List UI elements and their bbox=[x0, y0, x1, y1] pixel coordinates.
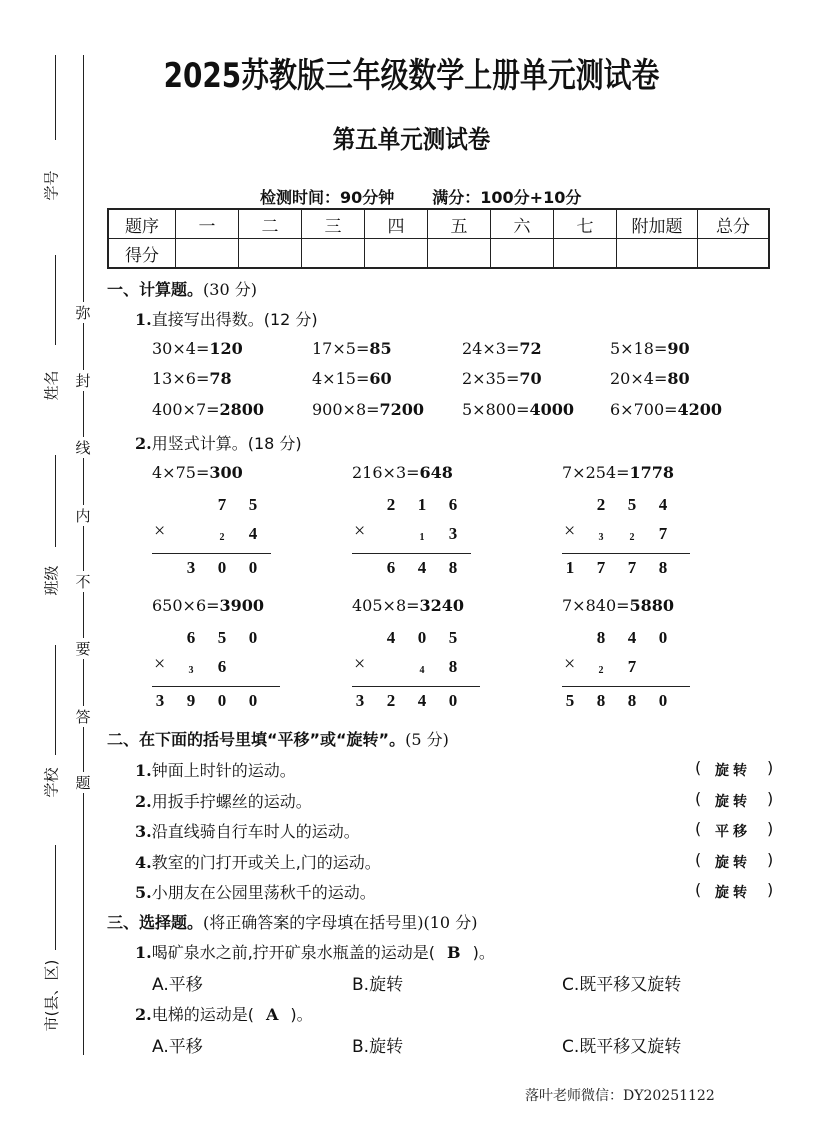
q2-heading bbox=[135, 431, 302, 454]
score-header-cell: 五 bbox=[428, 209, 491, 239]
left-paren: ( bbox=[695, 788, 702, 808]
fill-question bbox=[135, 850, 381, 873]
calc-answer: 90 bbox=[667, 339, 690, 358]
question-number: 1. bbox=[135, 943, 152, 962]
score-input-cell[interactable] bbox=[698, 239, 770, 269]
score-header-cell: 四 bbox=[365, 209, 428, 239]
score-header-cell: 题序 bbox=[108, 209, 176, 239]
seal-char: 封 bbox=[75, 372, 91, 390]
multiplicand-digit: 7 bbox=[217, 495, 227, 514]
score-header-cell: 六 bbox=[491, 209, 554, 239]
question-text: 钟面上时针的运动。 bbox=[151, 761, 296, 780]
vertical-calc-block bbox=[562, 495, 692, 590]
choice-option[interactable]: C.既平移又旋转 bbox=[562, 1037, 682, 1057]
multiplicand-digit: 5 bbox=[448, 628, 458, 647]
calc-expression: 24×3= bbox=[462, 339, 520, 358]
calc-expression: 5×800= bbox=[462, 400, 530, 419]
multiplicand-digit: 2 bbox=[386, 495, 396, 514]
calc-answer: 648 bbox=[419, 463, 453, 482]
choice-question bbox=[135, 940, 495, 963]
product-digit: 3 bbox=[355, 691, 365, 710]
calc-expression: 2×35= bbox=[462, 369, 520, 388]
underline bbox=[562, 553, 690, 554]
score-input-cell[interactable] bbox=[554, 239, 617, 269]
calc-expression: 30×4= bbox=[152, 339, 210, 358]
section3-heading bbox=[107, 910, 477, 933]
times-sign: × bbox=[564, 520, 576, 542]
times-sign: × bbox=[564, 653, 576, 675]
page-subtitle: 第五单元测试卷 bbox=[332, 125, 491, 154]
choice-option[interactable]: B.旋转 bbox=[352, 1037, 404, 1057]
calc-expression: 650×6= bbox=[152, 596, 220, 615]
product-digit: 0 bbox=[448, 691, 458, 710]
answer-text: 平移 bbox=[715, 824, 751, 840]
question-text-end: )。 bbox=[290, 1005, 313, 1024]
section2-title: 二、在下面的括号里填“平移”或“旋转”。 bbox=[107, 730, 406, 749]
vertical-calc-expression bbox=[352, 596, 464, 615]
calc-expression: 400×7= bbox=[152, 400, 220, 419]
full-score: 满分：100分+10分 bbox=[432, 188, 582, 207]
seal-char: 不 bbox=[75, 573, 91, 591]
margin-line bbox=[55, 455, 56, 547]
underline bbox=[562, 686, 690, 687]
underline bbox=[352, 553, 471, 554]
seal-char: 题 bbox=[75, 774, 91, 792]
choice-question bbox=[135, 1002, 313, 1025]
seal-char: 弥 bbox=[75, 304, 91, 322]
product-digit: 4 bbox=[417, 558, 427, 577]
multiplicand-digit: 4 bbox=[658, 495, 668, 514]
footer-contact: 落叶老师微信：DY20251122 bbox=[525, 1088, 715, 1104]
calc-expression: 900×8= bbox=[312, 400, 380, 419]
multiplicand-digit: 2 bbox=[596, 495, 606, 514]
multiplicand-digit: 4 bbox=[627, 628, 637, 647]
question-number: 1. bbox=[135, 761, 152, 780]
vertical-calc-expression bbox=[562, 463, 674, 482]
calc-answer: 5880 bbox=[629, 596, 675, 615]
calc-answer: 4200 bbox=[677, 400, 723, 419]
score-input-cell[interactable] bbox=[176, 239, 239, 269]
multiplier-digit: 7 bbox=[627, 657, 637, 676]
product-digit: 2 bbox=[386, 691, 396, 710]
multiplicand-digit: 5 bbox=[248, 495, 258, 514]
product-digit: 7 bbox=[596, 558, 606, 577]
score-header-cell: 三 bbox=[302, 209, 365, 239]
multiplicand-digit: 8 bbox=[596, 628, 606, 647]
vertical-calc-expression bbox=[152, 463, 243, 482]
right-paren: ) bbox=[767, 819, 774, 838]
margin-line bbox=[55, 645, 56, 755]
vertical-calc-block bbox=[152, 495, 282, 590]
right-paren: ) bbox=[767, 758, 774, 777]
vertical-calc-block bbox=[352, 495, 482, 590]
score-input-cell[interactable] bbox=[617, 239, 698, 269]
direct-calc-item bbox=[462, 369, 542, 388]
q1-heading bbox=[135, 307, 318, 330]
carry-digit: 2 bbox=[598, 665, 604, 676]
calc-expression: 6×700= bbox=[610, 400, 678, 419]
calc-expression: 216×3= bbox=[352, 463, 420, 482]
product-digit: 5 bbox=[565, 691, 575, 710]
product-digit: 1 bbox=[565, 558, 575, 577]
question-text: 电梯的运动是( bbox=[151, 1005, 254, 1024]
multiplicand-digit: 6 bbox=[186, 628, 196, 647]
left-paren: ( bbox=[695, 819, 702, 838]
question-number: 5. bbox=[135, 883, 152, 902]
direct-calc-item bbox=[610, 339, 690, 358]
underline bbox=[152, 553, 271, 554]
question-text: 喝矿泉水之前,拧开矿泉水瓶盖的运动是( bbox=[151, 943, 436, 962]
q2-number: 2. bbox=[135, 434, 152, 453]
section2-points: (5 分) bbox=[405, 730, 449, 749]
calc-answer: 7200 bbox=[379, 400, 425, 419]
vertical-calc-expression bbox=[152, 596, 264, 615]
fill-question bbox=[135, 819, 360, 842]
right-paren: ) bbox=[767, 849, 774, 869]
answer-text: 旋转 bbox=[715, 793, 751, 810]
score-input-cell[interactable] bbox=[365, 239, 428, 269]
class-label: 班级 bbox=[42, 565, 61, 596]
times-sign: × bbox=[154, 520, 166, 542]
direct-calc-item bbox=[152, 369, 232, 388]
product-digit: 3 bbox=[186, 558, 196, 577]
calc-answer: 1778 bbox=[629, 463, 675, 482]
score-input-cell[interactable] bbox=[302, 239, 365, 269]
underline bbox=[152, 686, 280, 687]
underline bbox=[352, 686, 480, 687]
direct-calc-item bbox=[312, 339, 392, 358]
choice-option[interactable]: A.平移 bbox=[152, 1037, 203, 1057]
question-number: 4. bbox=[135, 852, 152, 872]
direct-calc-item bbox=[152, 400, 264, 419]
calc-answer: 78 bbox=[209, 369, 232, 388]
fill-question bbox=[135, 880, 376, 903]
product-digit: 8 bbox=[627, 691, 637, 710]
vertical-calc-block bbox=[562, 628, 692, 723]
question-text-end: )。 bbox=[472, 943, 495, 962]
vertical-calc-block bbox=[152, 628, 282, 723]
product-digit: 9 bbox=[186, 691, 196, 710]
section3-points: (将正确答案的字母填在括号里)(10 分) bbox=[203, 913, 478, 932]
calc-answer: 72 bbox=[519, 339, 542, 358]
product-digit: 6 bbox=[386, 558, 396, 577]
score-input-cell[interactable] bbox=[491, 239, 554, 269]
q2-text: 用竖式计算。(18 分) bbox=[151, 434, 302, 453]
calc-answer: 300 bbox=[209, 463, 243, 482]
question-number: 3. bbox=[135, 822, 152, 841]
carry-digit: 2 bbox=[629, 532, 635, 543]
calc-expression: 5×18= bbox=[610, 339, 668, 358]
exam-meta bbox=[260, 185, 619, 208]
calc-answer: 120 bbox=[209, 339, 243, 358]
school-label: 学校 bbox=[42, 767, 61, 798]
carry-digit: 3 bbox=[598, 532, 604, 543]
student-id-label: 学号 bbox=[42, 170, 61, 201]
product-digit: 8 bbox=[596, 691, 606, 710]
calc-answer: 80 bbox=[667, 369, 690, 388]
product-digit: 0 bbox=[248, 558, 258, 577]
multiplicand-digit: 0 bbox=[248, 628, 258, 647]
answer-letter[interactable]: A bbox=[265, 1005, 279, 1024]
product-digit: 7 bbox=[627, 558, 637, 577]
calc-answer: 3900 bbox=[219, 596, 265, 615]
carry-digit: 3 bbox=[188, 665, 194, 676]
left-paren: ( bbox=[695, 849, 702, 869]
product-digit: 8 bbox=[658, 558, 668, 577]
multiplier-digit: 8 bbox=[448, 657, 458, 676]
calc-expression: 13×6= bbox=[152, 369, 210, 388]
fill-question bbox=[135, 789, 312, 812]
section2-heading bbox=[107, 727, 449, 750]
multiplier-digit: 7 bbox=[658, 524, 668, 543]
direct-calc-item bbox=[462, 400, 574, 419]
margin-line bbox=[55, 255, 56, 345]
question-text: 用扳手拧螺丝的运动。 bbox=[151, 791, 312, 811]
calc-answer: 70 bbox=[519, 369, 542, 388]
score-header-cell: 附加题 bbox=[617, 209, 698, 239]
calc-answer: 3240 bbox=[419, 596, 465, 615]
section1-title: 一、计算题。 bbox=[107, 280, 204, 299]
seal-char: 要 bbox=[75, 640, 91, 658]
seal-line bbox=[83, 55, 84, 1055]
calc-expression: 4×75= bbox=[152, 463, 210, 482]
section3-title: 三、选择题。 bbox=[107, 913, 204, 932]
product-digit: 0 bbox=[248, 691, 258, 710]
score-input-cell[interactable] bbox=[239, 239, 302, 269]
score-header-cell: 总分 bbox=[698, 209, 770, 239]
multiplicand-digit: 0 bbox=[658, 628, 668, 647]
direct-calc-item bbox=[610, 400, 722, 419]
vertical-calc-block bbox=[352, 628, 482, 723]
calc-answer: 85 bbox=[369, 339, 392, 358]
product-digit: 4 bbox=[417, 691, 427, 710]
exam-time: 检测时间：90分钟 bbox=[260, 188, 395, 207]
calc-expression: 405×8= bbox=[352, 596, 420, 615]
product-digit: 0 bbox=[217, 558, 227, 577]
left-paren: ( bbox=[695, 880, 702, 899]
choice-option[interactable]: B.旋转 bbox=[352, 975, 404, 995]
multiplicand-digit: 6 bbox=[448, 495, 458, 514]
left-paren: ( bbox=[695, 758, 702, 777]
answer-text: 旋转 bbox=[715, 763, 751, 779]
answer-text: 旋转 bbox=[715, 854, 751, 871]
vertical-calc-expression bbox=[352, 463, 453, 482]
multiplicand-digit: 0 bbox=[417, 628, 427, 647]
right-paren: ) bbox=[767, 788, 774, 808]
score-table-header-row bbox=[108, 209, 769, 239]
score-table bbox=[107, 208, 770, 269]
carry-digit: 2 bbox=[219, 532, 225, 543]
calc-expression: 4×15= bbox=[312, 369, 370, 388]
calc-answer: 2800 bbox=[219, 400, 265, 419]
right-paren: ) bbox=[767, 880, 774, 899]
answer-text: 旋转 bbox=[715, 885, 751, 901]
calc-expression: 20×4= bbox=[610, 369, 668, 388]
score-row-label: 得分 bbox=[108, 239, 176, 269]
question-number: 2. bbox=[135, 791, 152, 811]
times-sign: × bbox=[154, 653, 166, 675]
q1-text: 直接写出得数。(12 分) bbox=[151, 310, 318, 329]
direct-calc-item bbox=[312, 369, 392, 388]
seal-char: 内 bbox=[75, 507, 91, 525]
calc-answer: 60 bbox=[369, 369, 392, 388]
choice-option[interactable]: A.平移 bbox=[152, 975, 203, 995]
score-header-cell: 七 bbox=[554, 209, 617, 239]
section1-heading bbox=[107, 277, 257, 300]
direct-calc-item bbox=[462, 339, 542, 358]
calc-expression: 7×254= bbox=[562, 463, 630, 482]
city-label: 市(县、区) bbox=[42, 959, 61, 1032]
page-title: 2025苏教版三年级数学上册单元测试卷 bbox=[163, 56, 660, 96]
calc-expression: 17×5= bbox=[312, 339, 370, 358]
multiplicand-digit: 5 bbox=[627, 495, 637, 514]
answer-letter[interactable]: B bbox=[447, 943, 461, 962]
choice-option[interactable]: C.既平移又旋转 bbox=[562, 975, 682, 995]
score-table-score-row bbox=[108, 239, 769, 269]
margin-line bbox=[55, 845, 56, 950]
multiplicand-digit: 1 bbox=[417, 495, 427, 514]
multiplier-digit: 4 bbox=[248, 524, 258, 543]
times-sign: × bbox=[354, 653, 366, 675]
product-digit: 8 bbox=[448, 558, 458, 577]
times-sign: × bbox=[354, 520, 366, 542]
q1-number: 1. bbox=[135, 310, 152, 329]
question-number: 2. bbox=[135, 1005, 152, 1024]
vertical-calc-expression bbox=[562, 596, 674, 615]
name-label: 姓名 bbox=[42, 370, 61, 401]
score-header-cell: 二 bbox=[239, 209, 302, 239]
product-digit: 0 bbox=[658, 691, 668, 710]
multiplier-digit: 3 bbox=[448, 524, 458, 543]
fill-question bbox=[135, 758, 296, 781]
calc-answer: 4000 bbox=[529, 400, 575, 419]
multiplicand-digit: 5 bbox=[217, 628, 227, 647]
multiplier-digit: 6 bbox=[217, 657, 227, 676]
product-digit: 3 bbox=[155, 691, 165, 710]
seal-char: 答 bbox=[75, 708, 91, 726]
direct-calc-item bbox=[610, 369, 690, 388]
direct-calc-item bbox=[152, 339, 243, 358]
carry-digit: 1 bbox=[419, 532, 425, 543]
calc-expression: 7×840= bbox=[562, 596, 630, 615]
section1-points: (30 分) bbox=[203, 280, 257, 299]
multiplicand-digit: 4 bbox=[386, 628, 396, 647]
direct-calc-item bbox=[312, 400, 424, 419]
question-text: 沿直线骑自行车时人的运动。 bbox=[151, 822, 360, 841]
question-text: 教室的门打开或关上,门的运动。 bbox=[151, 852, 381, 872]
seal-char: 线 bbox=[75, 439, 91, 457]
question-text: 小朋友在公园里荡秋千的运动。 bbox=[151, 883, 376, 902]
product-digit: 0 bbox=[217, 691, 227, 710]
carry-digit: 4 bbox=[419, 665, 425, 676]
score-input-cell[interactable] bbox=[428, 239, 491, 269]
score-header-cell: 一 bbox=[176, 209, 239, 239]
